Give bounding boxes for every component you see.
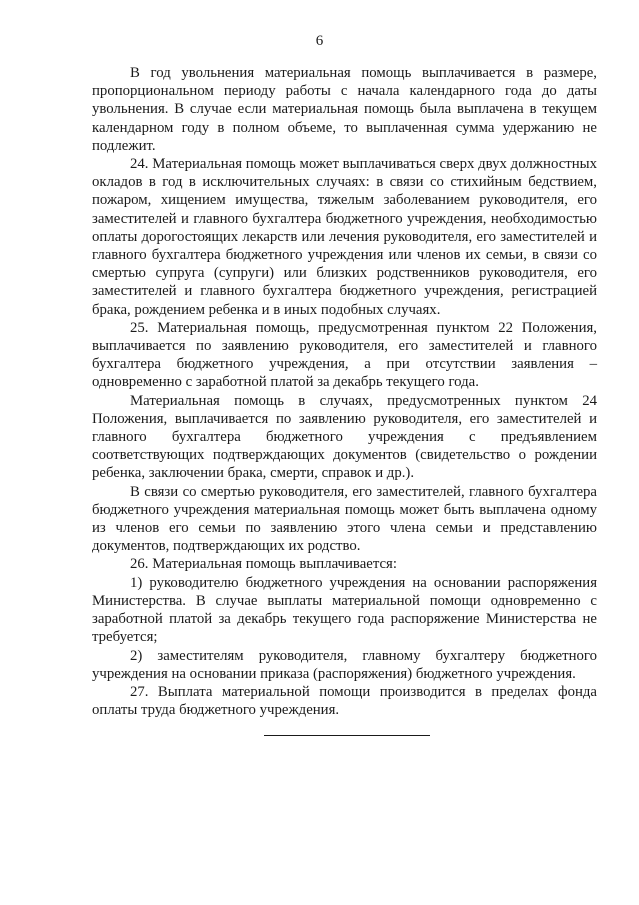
paragraph-item-26-1: 1) руководителю бюджетного учреждения на основании распоряжения Министерства. В случае выплаты материальной помощи одновременно с заработной платой за декабрь текущего года распоряжение Министерства не требуется; [92,574,597,646]
page-number: 6 [315,33,324,49]
paragraph-item-25: 25. Материальная помощь, предусмотренная пунктом 22 Положения, выплачивается по заявлению руководителя, его заместителей и главного бухгалтера бюджетного учреждения, а при отсутствии заявления – одновременно с заработной платой за декабрь текущего года. [92,319,597,391]
paragraph-dismissal-year: В год увольнения материальная помощь выплачивается в размере, пропорциональном периоду работы с начала календарного года до даты увольнения. В случае если материальная помощь была выплачена в текущем календарном году в полном объеме, то выплаченная сумма удержанию не подлежит. [92,65,597,154]
end-of-document-line [264,735,430,736]
document-body [92,64,597,719]
paragraph-item-25-cases: Материальная помощь в случаях, предусмотренных пунктом 24 Положения, выплачивается по заявлению руководителя, его заместителей и главного бухгалтера бюджетного учреждения с предъявлением соответствующих подтверждающих документов (свидетельство о рождении ребенка, заключении брака, смерти, справок и др.). [92,392,597,482]
paragraph-item-25-death: В связи со смертью руководителя, его заместителей, главного бухгалтера бюджетного учреждения материальная помощь может быть выплачена одному из членов его семьи по заявлению этого члена семьи и представлению документов, подтверждающих их родство. [92,483,597,555]
paragraph-item-27: 27. Выплата материальной помощи производится в пределах фонда оплаты труда бюджетного учреждения. [92,683,597,719]
paragraph-item-26-2: 2) заместителям руководителя, главному бухгалтеру бюджетного учреждения на основании приказа (распоряжения) бюджетного учреждения. [92,647,597,682]
paragraph-item-26: 26. Материальная помощь выплачивается: [130,556,397,573]
paragraph-item-24: 24. Материальная помощь может выплачиваться сверх двух должностных окладов в год в исключительных случаях: в связи со стихийным бедствием, пожаром, хищением имущества, тяжелым заболеванием руководителя, его заместителей и главного бухгалтера бюджетного учреждения, необходимостью оплаты дорогостоящих лекарств или лечения руководителя, его заместителей и главного бухгалтера бюджетного учреждения или членов их семьи, в связи со смертью супруга (супруги) или близких родственников руководителя, его заместителей и главного бухгалтера бюджетного учреждения, регистрацией брака, рождением ребенка и в иных подобных случаях. [92,156,597,318]
